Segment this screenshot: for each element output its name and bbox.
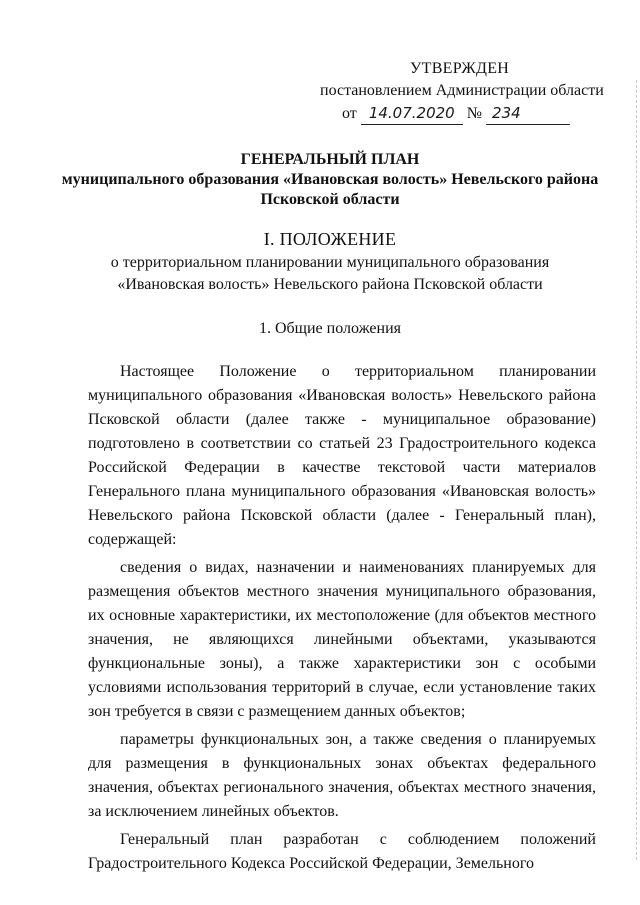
paragraph-compliance: Генеральный план разработан с соблюдением положений Градостроительного Кодекса Российской Федерации, Земельного	[88, 831, 596, 872]
approval-date-line	[320, 102, 620, 125]
section-subtitle-line2: «Ивановская волость» Невельского района Псковской области	[117, 276, 543, 293]
approval-stamp	[320, 58, 620, 125]
section-subtitle	[40, 252, 620, 296]
plan-title-line3: Псковской области	[260, 191, 400, 208]
plan-title-line2: муниципального образования «Ивановская волость» Невельского района	[61, 171, 599, 188]
approval-title: УТВЕРЖДЕН	[410, 60, 510, 77]
section-subtitle-line1: о территориальном планировании муниципального образования	[110, 254, 550, 271]
handwritten-date: 14.07.2020	[361, 102, 463, 125]
number-prefix: №	[466, 105, 483, 122]
paragraph-zone-parameters: параметры функциональных зон, а также сведения о планируемых для размещения в функциональных зонах объектах федерального значения, объектах регионального значения, объектах местного значения, за исключением линейных объектов.	[88, 731, 596, 820]
approval-subtitle: постановлением Администрации области	[320, 82, 604, 99]
paragraph-intro: Настоящее Положение о территориальном планировании муниципального образования «Ивановская волость» Невельского района Псковской области (далее также - муниципальное образование) подготовлено в соответствии со статьей 23 Градостроительного кодекса Российской Федерации в качестве текстовой части материалов Генерального плана муниципального образования «Ивановская волость» Невельского района Псковской области (далее - Генеральный план), содержащей:	[88, 363, 596, 548]
date-prefix: от	[342, 105, 357, 122]
body-text	[88, 360, 596, 876]
section-title: I. ПОЛОЖЕНИЕ	[263, 229, 397, 249]
scan-edge-mark	[635, 80, 637, 860]
paragraph-objects-info: сведения о видах, назначении и наименованиях планируемых для размещения объектов местного значения муниципального образования, их основные характеристики, их местоположение (для объектов местного значения, не являющихся линейными объектами, указываются функциональные зоны), а также характеристики зон с особыми условиями использования территорий в случае, если установление таких зон требуется в связи с размещением данных объектов;	[88, 559, 596, 720]
plan-title	[40, 150, 620, 210]
plan-title-line1: ГЕНЕРАЛЬНЫЙ ПЛАН	[240, 151, 420, 168]
general-provisions-title: 1. Общие положения	[258, 320, 402, 337]
handwritten-number: 234	[486, 102, 570, 125]
